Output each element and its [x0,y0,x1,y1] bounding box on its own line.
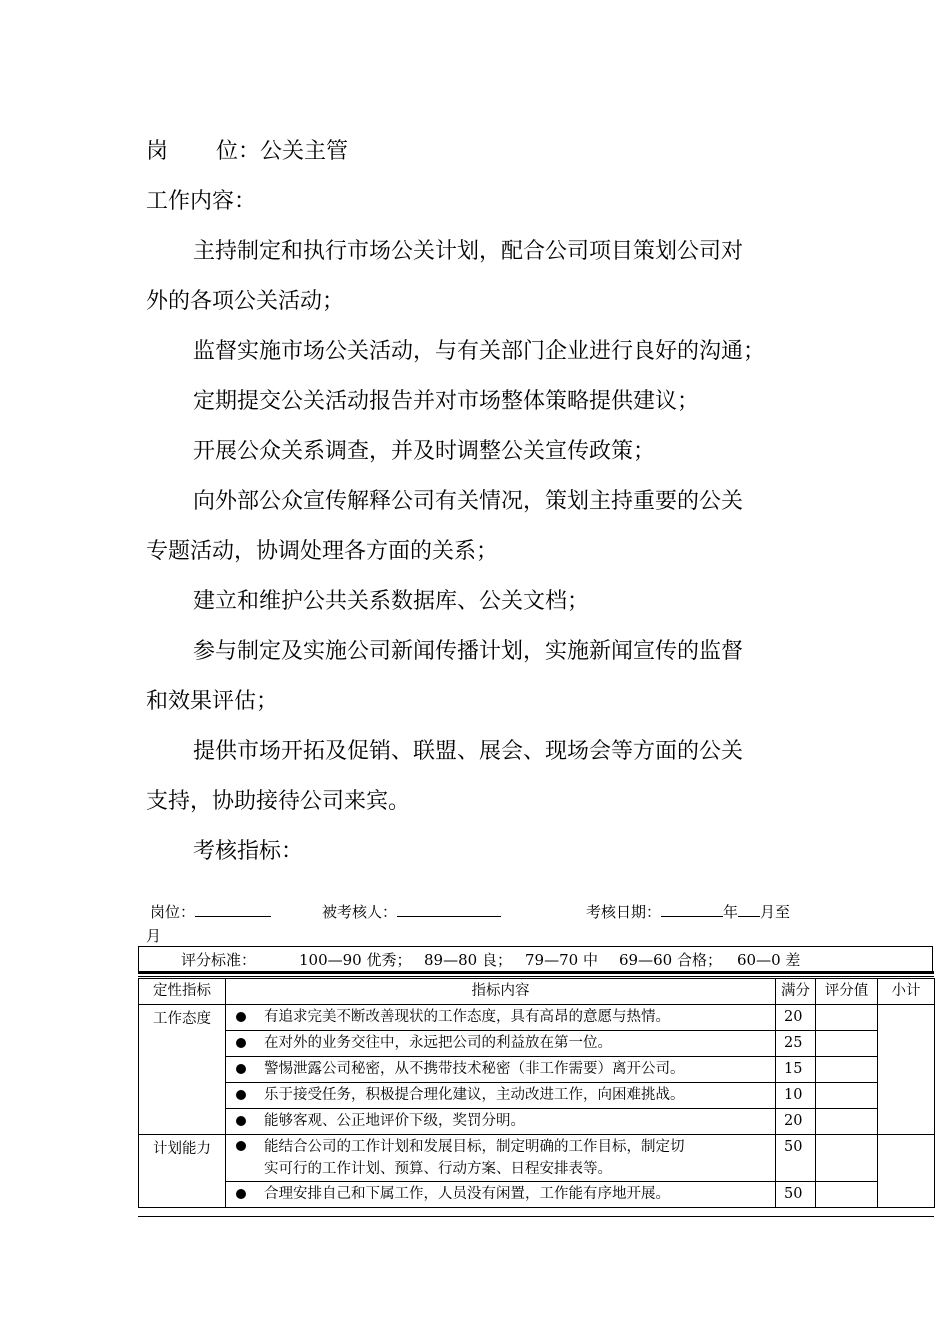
subtotal-cell[interactable] [878,1135,935,1208]
header-category: 定性指标 [139,979,226,1005]
table-header-row [139,979,935,1005]
full-score-cell: 25 [776,1031,816,1057]
post-line [146,139,348,165]
work-content-label: 工作内容： [146,189,257,214]
table-row [139,1031,935,1057]
indicator-cell [226,1031,776,1057]
header-rating: 评分值 [816,979,878,1005]
duty-8-line-2: 支持，协助接待公司来宾。 [146,789,411,814]
duty-7-line-2: 和效果评估； [146,689,279,714]
indicator-text: 能够客观、公正地评价下级，奖罚分明。 [264,1113,525,1129]
full-score-cell: 10 [776,1083,816,1109]
indicator-cell [226,1135,776,1182]
rating-cell[interactable] [816,1083,878,1109]
category-cell: 工作态度 [139,1005,226,1135]
form-year-label: 年 [723,903,739,921]
rating-cell[interactable] [816,1031,878,1057]
indicator-text: 在对外的业务交往中，永远把公司的利益放在第一位。 [264,1035,612,1051]
form-person-label: 被考核人： [322,903,398,921]
post-value: 公关主管 [260,139,349,164]
table-row [139,1109,935,1135]
duty-1-line-2: 外的各项公关活动； [146,289,345,314]
form-date-field [586,902,790,921]
bullet-icon [236,1064,246,1074]
duty-7-line-1: 参与制定及实施公司新闻传播计划，实施新闻宣传的监督 [193,639,744,664]
form-post-field [150,902,271,921]
table-bottom-rule [138,1216,934,1217]
form-month-to-label: 月至 [760,903,791,921]
bullet-icon [236,1116,246,1126]
form-month-blank[interactable] [738,902,760,917]
rating-cell[interactable] [816,1135,878,1182]
duty-4: 开展公众关系调查，并及时调整公关宣传政策； [193,439,656,464]
header-subtotal: 小计 [878,979,935,1005]
duty-3: 定期提交公关活动报告并对市场整体策略提供建议； [193,389,700,414]
bullet-icon [236,1038,246,1048]
evaluation-table [138,978,935,1208]
duty-5-line-1: 向外部公众宣传解释公司有关情况，策划主持重要的公关 [193,489,744,514]
full-score-cell: 15 [776,1057,816,1083]
full-score-cell: 20 [776,1005,816,1031]
rating-cell[interactable] [816,1057,878,1083]
table-row [139,1135,935,1182]
bullet-icon [236,1141,246,1151]
form-post-blank[interactable] [195,902,271,917]
indicator-cell [226,1057,776,1083]
rating-cell[interactable] [816,1109,878,1135]
scale-pass: 69—60 合格； [619,951,722,969]
indicator-text: 警惕泄露公司秘密，从不携带技术秘密（非工作需要）离开公司。 [264,1061,685,1077]
post-label-second: 位： [216,139,261,164]
duty-1-line-1: 主持制定和执行市场公关计划，配合公司项目策划公司对 [193,239,744,264]
indicator-cell [226,1109,776,1135]
duty-6: 建立和维护公共关系数据库、公关文档； [193,589,590,614]
full-score-cell: 20 [776,1109,816,1135]
scoring-scale [138,946,933,972]
indicator-cell [226,1083,776,1109]
duty-5-line-2: 专题活动，协调处理各方面的关系； [146,539,499,564]
indicator-text-line-2: 实可行的工作计划、预算、行动方案、日程安排表等。 [264,1161,612,1177]
category-cell: 计划能力 [139,1135,226,1208]
indicator-cell [226,1182,776,1208]
indicator-text: 合理安排自己和下属工作，人员没有闲置，工作能有序地开展。 [264,1186,670,1202]
header-full-score: 满分 [776,979,816,1005]
table-row [139,1083,935,1109]
scale-divider-thick [138,971,934,974]
scale-good: 89—80 良； [424,951,512,969]
form-date-label: 考核日期： [586,903,662,921]
duty-8-line-1: 提供市场开拓及促销、联盟、展会、现场会等方面的公关 [193,739,744,764]
form-year-blank[interactable] [661,902,723,917]
indicator-text: 乐于接受任务，积极提合理化建议，主动改进工作，向困难挑战。 [264,1087,685,1103]
form-post-label: 岗位： [150,903,196,921]
table-row [139,1057,935,1083]
bullet-icon [236,1012,246,1022]
scale-excellent: 100—90 优秀； [299,951,412,969]
rating-cell[interactable] [816,1005,878,1031]
duty-2: 监督实施市场公关活动，与有关部门企业进行良好的沟通； [193,339,766,364]
scale-medium: 79—70 中 [525,951,598,969]
full-score-cell: 50 [776,1182,816,1208]
post-label-first: 岗 [146,139,169,164]
scale-poor: 60—0 差 [737,951,801,969]
scale-divider-thin [138,976,934,977]
form-month-label: 月 [146,927,162,945]
bullet-icon [236,1189,246,1199]
subtotal-cell[interactable] [878,1005,935,1135]
form-person-blank[interactable] [397,902,501,917]
indicator-cell [226,1005,776,1031]
rating-cell[interactable] [816,1182,878,1208]
scale-label: 评分标准： [181,951,257,969]
bullet-icon [236,1090,246,1100]
full-score-cell: 50 [776,1135,816,1182]
indicator-text-line-1: 能结合公司的工作计划和发展目标，制定明确的工作目标，制定切 [264,1139,685,1155]
table-row [139,1005,935,1031]
table-row [139,1182,935,1208]
indicator-text: 有追求完美不断改善现状的工作态度，具有高昂的意愿与热情。 [264,1009,670,1025]
form-person-field [322,902,501,921]
assessment-label: 考核指标： [193,839,304,864]
header-content: 指标内容 [226,979,776,1005]
